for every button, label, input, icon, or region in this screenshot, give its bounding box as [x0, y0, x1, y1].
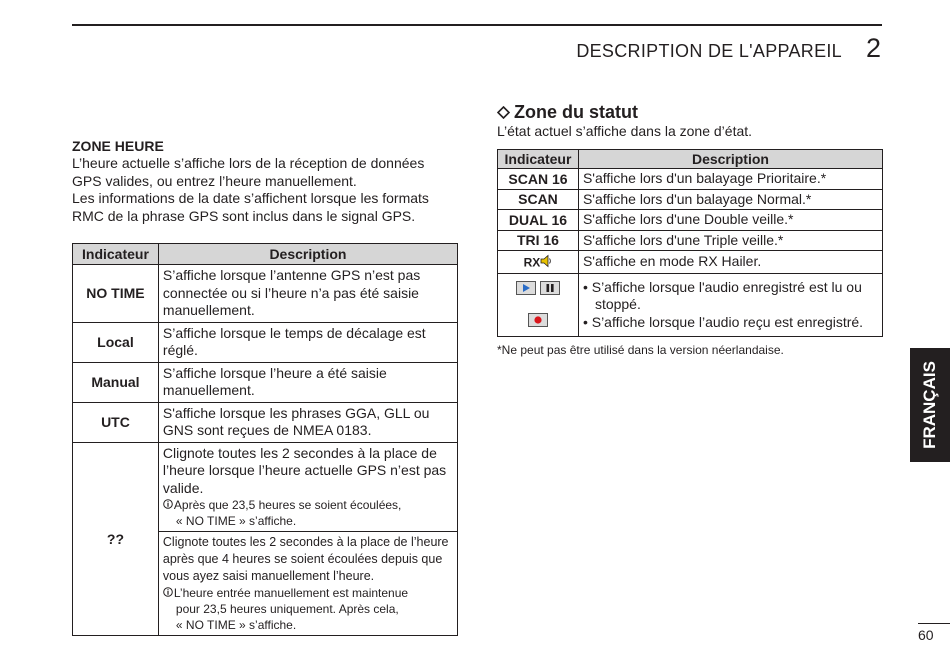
page-number: 60 — [918, 627, 934, 643]
zone-heure-table — [72, 243, 458, 636]
indicator-cell: Manual — [73, 362, 159, 402]
table-row — [73, 362, 458, 402]
zone-heure-paragraph-2: Les informations de la date s’affichent lorsque les formats RMC de la phrase GPS sont inclus dans le signal GPS. — [72, 190, 429, 224]
description-cell — [158, 532, 457, 636]
table-row — [498, 189, 883, 210]
zone-statut-title — [497, 102, 638, 124]
bottom-rule — [918, 623, 950, 624]
table-row — [73, 402, 458, 442]
zone-statut-title-text: Zone du statut — [514, 102, 638, 122]
info-note — [163, 585, 453, 633]
play-icon — [516, 281, 536, 298]
description-cell: S’affiche lorsque l’antenne GPS n’est pas connectée ou si l’heure n’a pas été saisie manuellement. — [158, 265, 457, 323]
table-header-row — [498, 150, 883, 169]
indicator-cell: ?? — [73, 442, 159, 636]
description-cell — [158, 442, 457, 532]
bullet-item: • S’affiche lorsque l’audio reçu est enregistré. — [582, 313, 864, 330]
table-row — [498, 230, 883, 251]
note-line: L’heure entrée manuellement est maintenue — [173, 586, 409, 600]
zone-statut-subtitle: L’état actuel s’affiche dans la zone d’état. — [497, 123, 753, 139]
indicator-cell: SCAN 16 — [498, 169, 579, 190]
table-row — [73, 442, 458, 532]
table-row — [498, 169, 883, 190]
column-header-indicateur: Indicateur — [498, 150, 579, 169]
bullet-item: • S’affiche lorsque l'audio enregistré est lu ou stoppé. — [582, 278, 862, 313]
description-cell: S'affiche en mode RX Hailer. — [578, 251, 882, 274]
info-note — [163, 497, 453, 529]
info-circle-icon — [163, 497, 174, 513]
top-rule — [72, 24, 882, 26]
chapter-number: 2 — [866, 33, 882, 63]
table-row — [498, 274, 883, 337]
pause-icon — [540, 281, 560, 298]
description-cell: S'affiche lorsque les phrases GGA, GLL ou GNS sont reçues de NMEA 0183. — [158, 402, 457, 442]
language-label: FRANÇAIS — [920, 361, 939, 449]
table-header-row — [73, 244, 458, 265]
indicator-cell: UTC — [73, 402, 159, 442]
table-row — [73, 322, 458, 362]
language-side-tab — [910, 348, 950, 462]
footnote: *Ne peut pas être utilisé dans la version néerlandaise. — [497, 343, 784, 357]
note-line: « NO TIME » s’affiche. — [175, 514, 297, 528]
description-cell: S’affiche lorsque le temps de décalage est réglé. — [158, 322, 457, 362]
column-header-indicateur: Indicateur — [73, 244, 159, 265]
indicator-cell: SCAN — [498, 189, 579, 210]
info-circle-icon — [163, 585, 174, 601]
note-line: « NO TIME » s’affiche. — [175, 618, 297, 632]
column-header-description: Description — [578, 150, 882, 169]
description-cell: S’affiche lorsque l’heure a été saisie manuellement. — [158, 362, 457, 402]
table-row — [498, 251, 883, 274]
zone-statut-table — [497, 149, 883, 337]
indicator-cell: TRI 16 — [498, 230, 579, 251]
indicator-cell — [498, 251, 579, 274]
description-cell: S'affiche lors d'un balayage Prioritaire.* — [578, 169, 882, 190]
zone-heure-title: ZONE HEURE — [72, 138, 164, 154]
note-line: pour 23,5 heures uniquement. Après cela, — [175, 602, 399, 616]
description-cell: S'affiche lors d'une Triple veille.* — [578, 230, 882, 251]
table-row — [498, 210, 883, 231]
speaker-icon — [540, 254, 552, 271]
description-cell — [578, 274, 882, 337]
zone-heure-paragraph-1: L’heure actuelle s’affiche lors de la réception de données GPS valides, ou entrez l’heure manuellement. — [72, 155, 425, 189]
indicator-cell: NO TIME — [73, 265, 159, 323]
record-icon — [528, 313, 548, 330]
description-cell: S'affiche lors d'une Double veille.* — [578, 210, 882, 231]
diamond-outline-icon — [497, 103, 510, 124]
page-header-title: DESCRIPTION DE L'APPAREIL — [576, 41, 842, 61]
indicator-cell: DUAL 16 — [498, 210, 579, 231]
description-cell: S'affiche lors d'un balayage Normal.* — [578, 189, 882, 210]
rx-hailer-indicator: RX — [523, 255, 541, 270]
table-row — [73, 265, 458, 323]
indicator-cell: Local — [73, 322, 159, 362]
description-text: Clignote toutes les 2 secondes à la place de l’heure lorsque l’heure actuelle GPS n’est pas valide. — [162, 444, 447, 496]
indicator-cell — [498, 274, 579, 337]
note-line: Après que 23,5 heures se soient écoulées, — [173, 498, 402, 512]
column-header-description: Description — [158, 244, 457, 265]
description-text: Clignote toutes les 2 secondes à la place de l’heure après que 4 heures se soient écoulées depuis que vous ayez saisi manuellement l’heure. — [162, 535, 449, 583]
